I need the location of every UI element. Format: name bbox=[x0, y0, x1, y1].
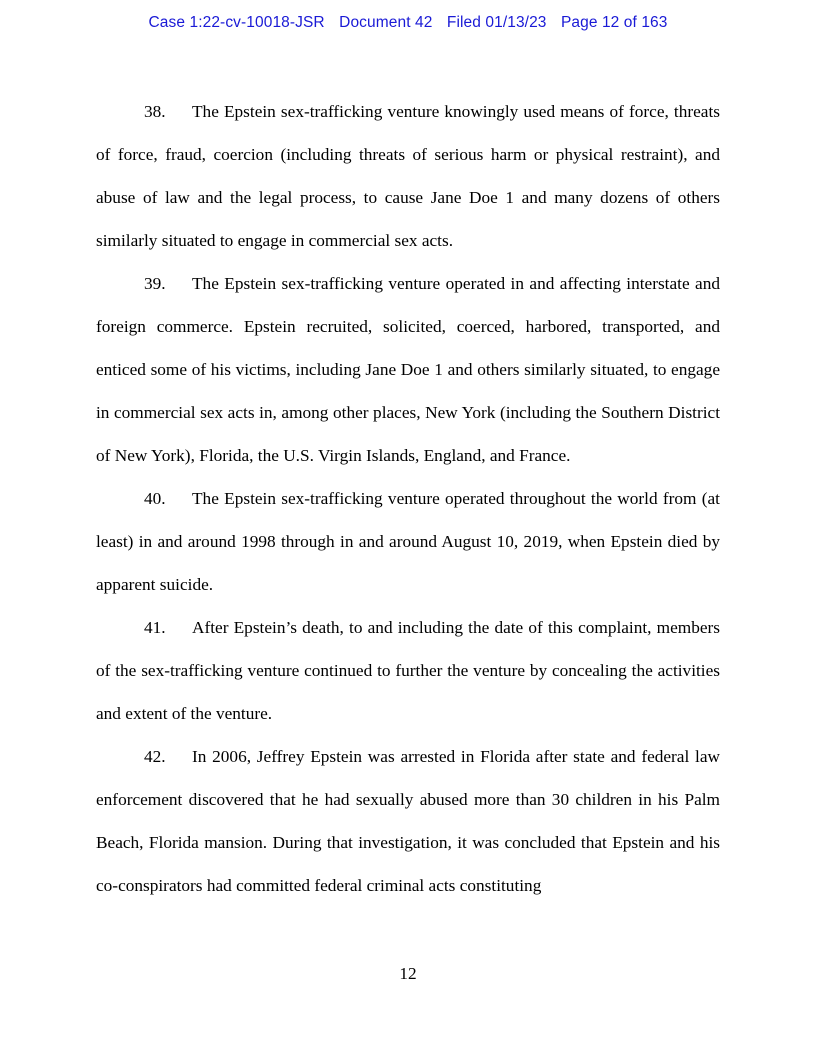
header-filed-date: Filed 01/13/23 bbox=[446, 14, 547, 31]
page-number: 12 bbox=[399, 964, 417, 983]
paragraph-number: 41. bbox=[144, 618, 166, 637]
paragraph-text: In 2006, Jeffrey Epstein was arrested in Florida after state and federal law enforcement discovered that he had sexually abused more than 30 children in his Palm Beach, Florida mansion. During that investigation, it was concluded that Epstein and his co-conspirators had committed federal criminal acts constituting bbox=[96, 747, 720, 895]
header-case-number: Case 1:22-cv-10018-JSR bbox=[148, 14, 325, 31]
paragraph-38 bbox=[96, 90, 720, 262]
paragraph-41 bbox=[96, 606, 720, 735]
court-filing-header bbox=[0, 14, 816, 32]
paragraph-number: 39. bbox=[144, 274, 166, 293]
paragraph-39 bbox=[96, 262, 720, 477]
paragraph-text: After Epstein’s death, to and including the date of this complaint, members of the sex-trafficking venture continued to further the venture by concealing the activities and extent of the venture. bbox=[96, 618, 720, 723]
paragraph-text: The Epstein sex-trafficking venture knowingly used means of force, threats of force, fraud, coercion (including threats of serious harm or physical restraint), and abuse of law and the legal process, to cause Jane Doe 1 and many dozens of others similarly situated to engage in commercial sex acts. bbox=[96, 102, 720, 250]
paragraph-number: 40. bbox=[144, 489, 166, 508]
paragraph-40 bbox=[96, 477, 720, 606]
document-body bbox=[96, 90, 720, 907]
paragraph-text: The Epstein sex-trafficking venture operated throughout the world from (at least) in and around 1998 through in and around August 10, 2019, when Epstein died by apparent suicide. bbox=[96, 489, 720, 594]
paragraph-number: 38. bbox=[144, 102, 166, 121]
paragraph-text: The Epstein sex-trafficking venture operated in and affecting interstate and foreign commerce. Epstein recruited, solicited, coerced, harbored, transported, and enticed some of his victims, including Jane Doe 1 and others similarly situated, to engage in commercial sex acts in, among other places, New York (including the Southern District of New York), Florida, the U.S. Virgin Islands, England, and France. bbox=[96, 274, 720, 465]
paragraph-42 bbox=[96, 735, 720, 907]
header-page-count: Page 12 of 163 bbox=[560, 14, 668, 31]
header-document-number: Document 42 bbox=[339, 14, 433, 31]
paragraph-number: 42. bbox=[144, 747, 166, 766]
